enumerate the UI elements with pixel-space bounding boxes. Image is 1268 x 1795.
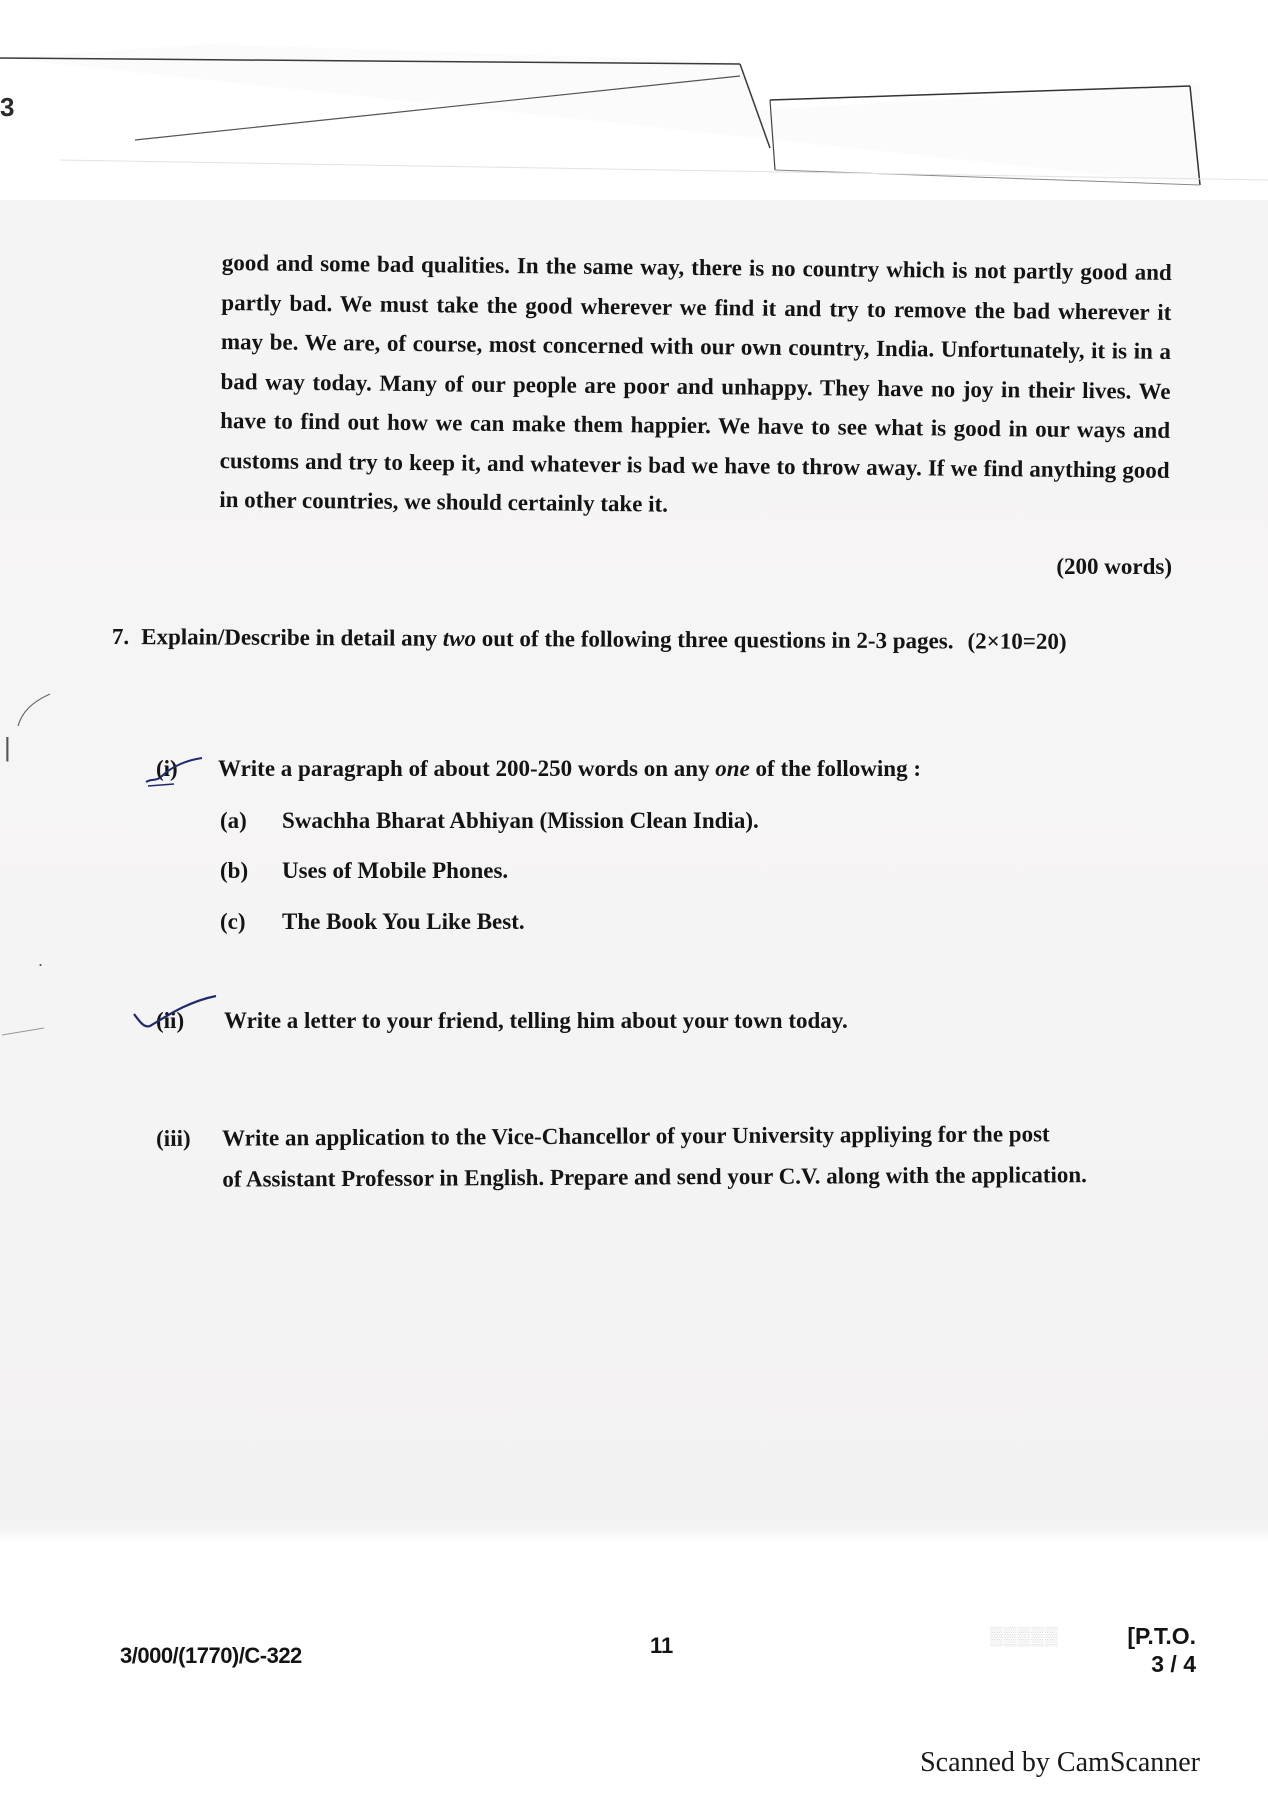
question-7 [112, 624, 1067, 655]
paper-code: 3/000/(1770)/C-322 [120, 1643, 302, 1668]
option-label: (b) [220, 858, 249, 883]
background-sheet-outlines [0, 0, 1268, 200]
pto-block [1127, 1622, 1196, 1678]
pen-tick-mark [130, 992, 220, 1038]
sub-question-text: Write a paragraph of about 200-250 words on any [218, 756, 710, 781]
pto-label: [P.T.O. [1127, 1623, 1196, 1649]
question-emphasis: two [442, 625, 477, 651]
option-b [220, 858, 508, 884]
sheet-number: 3 / 4 [1151, 1651, 1196, 1677]
sub-question-text-after: of the following : [755, 756, 922, 781]
sub-question-label: (ii) [156, 1008, 185, 1033]
sub-question-label: (iii) [156, 1125, 191, 1151]
camscanner-watermark: Scanned by CamScanner [920, 1747, 1200, 1778]
option-text: Uses of Mobile Phones. [282, 858, 509, 883]
sub-question-ii [156, 1008, 848, 1034]
option-text: Swachha Bharat Abhiyan (Mission Clean India). [282, 808, 759, 833]
sub-question-iii [156, 1113, 1087, 1200]
option-text: The Book You Like Best. [282, 909, 525, 934]
option-a [220, 808, 759, 834]
option-label: (a) [220, 808, 247, 833]
question-number: 7. [111, 624, 130, 650]
margin-stroke [0, 1010, 50, 1040]
passage-paragraph: good and some bad qualities. In the same way, there is no country which is not partly good and partly bad. We must take the good wherever we find it and try to remove the bad wherever it may be. We are, of course, most concerned with our own country, India. Unfortunately, it is in a bad way today. Many of our people are poor and unhappy. They have no joy in their lives. We have to find out how we can make them happier. We have to see what is good in our ways and customs and try to keep it, and whatever is bad we have to throw away. If we find anything good in other countries, we should certainly take it. [219, 249, 1172, 517]
option-c [220, 909, 525, 935]
margin-stroke [10, 690, 60, 730]
option-label: (c) [220, 909, 246, 934]
margin-mark: . [38, 950, 44, 970]
sub-question-i [156, 756, 921, 782]
question-marks: (2×10=20) [967, 628, 1067, 654]
sub-question-label: (i) [156, 756, 178, 781]
sub-question-text-line1: Write an application to the Vice-Chancellor of your University appliying for the post [222, 1121, 1050, 1151]
sub-question-text: Write a letter to your friend, telling him about your town today. [224, 1008, 848, 1033]
sub-question-text-line2: of Assistant Professor in English. Prepare and send your C.V. along with the application. [222, 1162, 1087, 1192]
pen-tick-mark [142, 752, 212, 790]
question-text: Explain/Describe in detail any [141, 624, 438, 651]
question-text-after: out of the following three questions in 2-3 pages. [481, 625, 954, 654]
faint-stamp: ▒▒▒▒▒ [990, 1626, 1059, 1646]
corner-page-mark: 3 [0, 92, 15, 122]
sub-question-emphasis: one [715, 756, 750, 781]
page-number: 11 [650, 1633, 674, 1658]
word-count: (200 words) [1056, 554, 1172, 579]
margin-mark: | [4, 732, 11, 762]
